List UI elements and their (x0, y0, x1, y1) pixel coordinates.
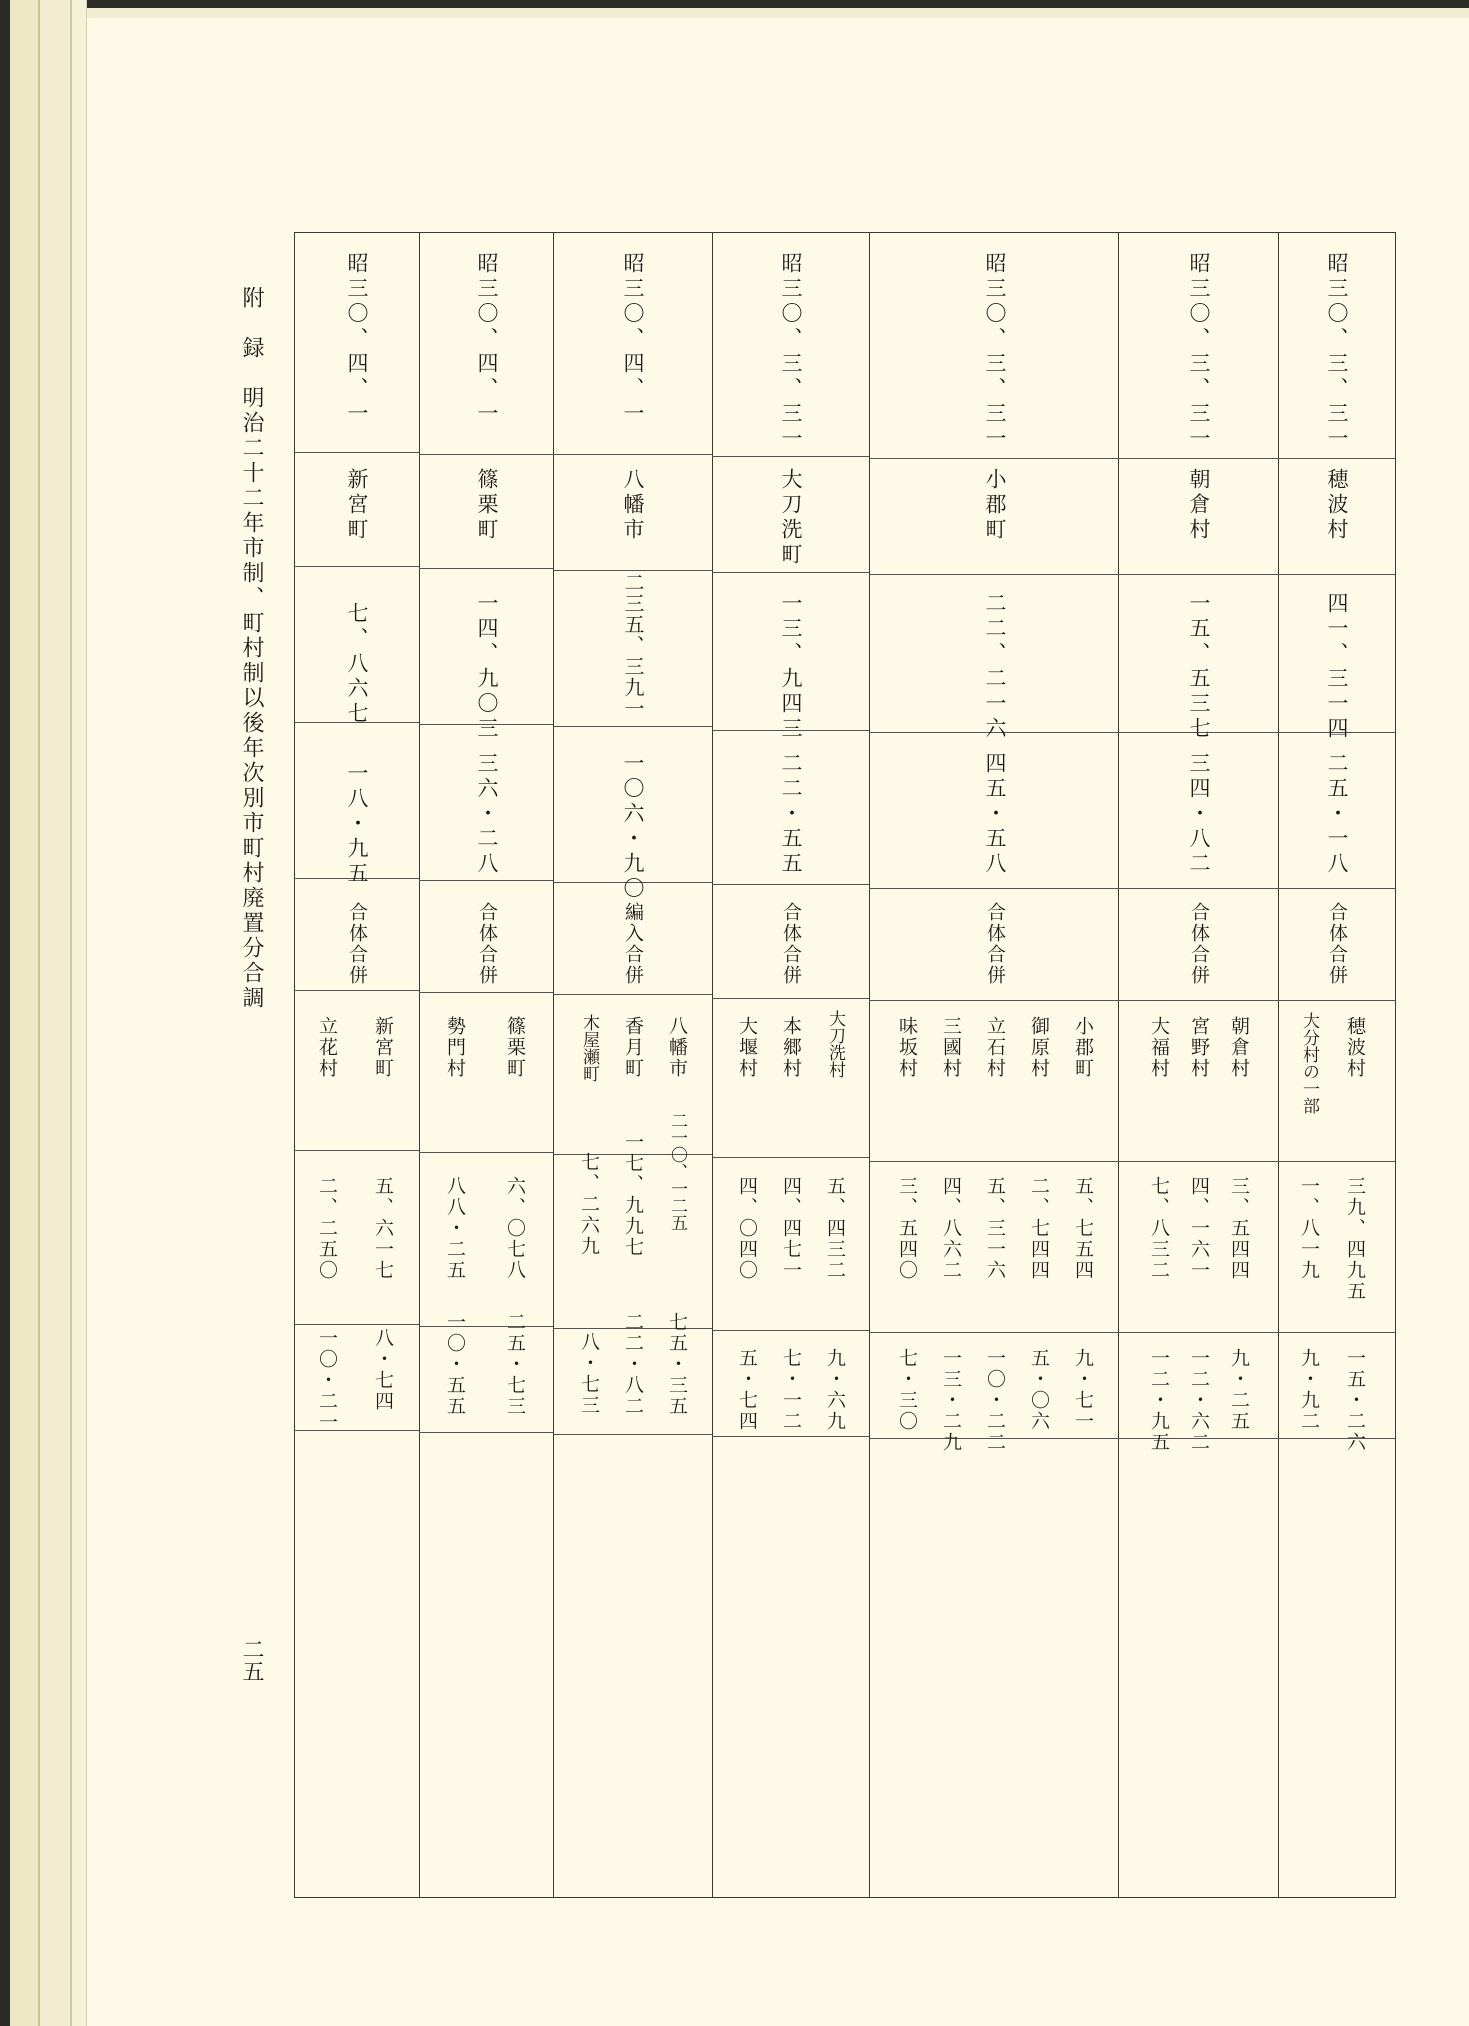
new-municipality-name: 朝倉村 (1187, 468, 1211, 543)
merger-date: 昭三〇、三、三一 (1187, 252, 1211, 452)
member-population: 五、七五四 (1072, 1176, 1094, 1281)
merger-type: 合体合併 (346, 902, 368, 986)
member-name: 篠栗町 (504, 1016, 526, 1079)
column-divider (869, 232, 870, 1897)
page-top-margin (86, 8, 1469, 18)
running-caption: 附 録 明治二十二年市制、町村制以後年次別市町村廃置分合調 (239, 286, 264, 1011)
new-municipality-population: 一四、九〇三 (475, 592, 499, 742)
member-area: 五・七四 (736, 1348, 758, 1432)
member-area: 一二・九五 (1148, 1348, 1170, 1453)
new-municipality-population: 二三五、三九一 (621, 572, 645, 719)
member-name: 小郡町 (1072, 1016, 1094, 1079)
row-rule (1118, 574, 1278, 575)
merger-date: 昭三〇、四、一 (345, 252, 369, 427)
member-population: 四、八六二 (940, 1176, 962, 1281)
row-rule (294, 990, 419, 991)
new-municipality-name: 大刀洗町 (779, 468, 803, 568)
member-name: 木屋瀬町 (579, 1014, 599, 1082)
table-top-rule (294, 232, 1396, 233)
member-area: 七五・三五 (666, 1312, 688, 1417)
row-rule (553, 454, 712, 455)
member-area: 七・一二 (780, 1348, 802, 1432)
member-population: 三、五四〇 (896, 1176, 918, 1281)
row-rule (1278, 1161, 1395, 1162)
member-name: 八幡市 (666, 1016, 688, 1079)
new-municipality-name: 穂波村 (1325, 468, 1349, 543)
member-name: 大刀洗村 (825, 1010, 845, 1078)
row-rule (1118, 458, 1278, 459)
member-population: 五、六一七 (372, 1176, 394, 1281)
row-rule (712, 1436, 869, 1437)
member-area: 五・〇六 (1028, 1348, 1050, 1432)
row-rule (869, 888, 1118, 889)
member-area: 七・三〇 (896, 1348, 918, 1432)
member-area: 八・七四 (372, 1328, 394, 1412)
member-name: 朝倉村 (1228, 1016, 1250, 1079)
merger-type: 合体合併 (780, 902, 802, 986)
row-rule (1278, 574, 1395, 575)
merger-type: 合体合併 (1188, 902, 1210, 986)
row-rule (294, 1324, 419, 1325)
row-rule (1278, 888, 1395, 889)
member-name: 三國村 (940, 1016, 962, 1079)
row-rule (712, 998, 869, 999)
row-rule (1278, 1000, 1395, 1001)
page-number: 二五 (239, 1638, 264, 1682)
new-municipality-area: 一〇六・九〇 (621, 752, 645, 902)
merger-type: 合体合併 (476, 902, 498, 986)
column-divider (419, 232, 420, 1897)
row-rule (869, 1000, 1118, 1001)
member-area: 一五・二六 (1344, 1348, 1366, 1453)
member-area: 九・七一 (1072, 1348, 1094, 1432)
new-municipality-area: 二五・一八 (1325, 752, 1349, 877)
member-area: 九・九二 (1298, 1348, 1320, 1432)
row-rule (1278, 1438, 1395, 1439)
row-rule (419, 454, 553, 455)
member-population: 五、三一六 (984, 1176, 1006, 1281)
row-rule (1118, 1161, 1278, 1162)
member-name: 宮野村 (1188, 1016, 1210, 1079)
row-rule (419, 1326, 553, 1327)
merger-date: 昭三〇、三、三一 (983, 252, 1007, 452)
merger-date: 昭三〇、三、三一 (779, 252, 803, 452)
member-area: 一二・六二 (1188, 1348, 1210, 1453)
member-population: 三、五四四 (1228, 1176, 1250, 1281)
member-area: 二五・七三 (504, 1312, 526, 1417)
merger-date: 昭三〇、四、一 (621, 252, 645, 427)
member-population: 四、〇四〇 (736, 1176, 758, 1281)
row-rule (712, 884, 869, 885)
member-name: 穂波村 (1344, 1016, 1366, 1079)
member-area: 八・七三 (578, 1332, 600, 1416)
column-divider (712, 232, 713, 1897)
row-rule (869, 458, 1118, 459)
new-municipality-name: 八幡市 (621, 468, 645, 543)
book-page-edge (72, 0, 87, 2026)
new-municipality-name: 新宮町 (345, 468, 369, 543)
row-rule (1278, 458, 1395, 459)
member-area: 九・六九 (824, 1348, 846, 1432)
row-rule (294, 566, 419, 567)
member-name: 勢門村 (444, 1016, 466, 1079)
new-municipality-population: 二二、二一六 (983, 592, 1007, 742)
new-municipality-population: 一五、五三七 (1187, 592, 1211, 742)
member-name: 立花村 (316, 1016, 338, 1079)
new-municipality-area: 三六・二八 (475, 752, 499, 877)
new-municipality-name: 篠栗町 (475, 468, 499, 543)
row-rule (869, 1332, 1118, 1333)
new-municipality-area: 二二・五五 (779, 752, 803, 877)
member-population: 二一〇、一二五 (667, 1112, 687, 1231)
member-population: 六、〇七八 (504, 1176, 526, 1281)
row-rule (419, 568, 553, 569)
member-name: 大分村の一部 (1299, 1012, 1319, 1114)
row-rule (712, 1157, 869, 1158)
row-rule (294, 1150, 419, 1151)
scan-left-edge (0, 0, 10, 2026)
merger-date: 昭三〇、三、三一 (1325, 252, 1349, 452)
column-divider (553, 232, 554, 1897)
row-rule (1278, 1332, 1395, 1333)
member-population: 五、四三二 (824, 1176, 846, 1281)
scan-top-edge (0, 0, 1469, 8)
member-population: 二、七四四 (1028, 1176, 1050, 1281)
column-divider (1118, 232, 1119, 1897)
row-rule (294, 452, 419, 453)
new-municipality-area: 一八・九五 (345, 762, 369, 887)
municipal-merger-table (294, 232, 1396, 1897)
row-rule (553, 726, 712, 727)
member-name: 立石村 (984, 1016, 1006, 1079)
new-municipality-area: 三四・八二 (1187, 752, 1211, 877)
member-population: 一七、九九七 (622, 1132, 644, 1258)
member-name: 新宮町 (372, 1016, 394, 1079)
member-population: 三九、四九五 (1344, 1176, 1366, 1302)
member-area: 一〇・五五 (444, 1312, 466, 1417)
member-area: 一三・二九 (940, 1348, 962, 1453)
new-municipality-population: 七、八六七 (345, 602, 369, 727)
member-population: 四、一六一 (1188, 1176, 1210, 1281)
member-population: 七、二六九 (578, 1152, 600, 1257)
row-rule (294, 1430, 419, 1431)
member-population: 七、八三二 (1148, 1176, 1170, 1281)
row-rule (712, 572, 869, 573)
member-area: 一〇・二二 (984, 1348, 1006, 1453)
row-rule (553, 1434, 712, 1435)
member-name: 本郷村 (780, 1016, 802, 1079)
new-municipality-population: 一三、九四三 (779, 592, 803, 742)
member-area: 一〇・二一 (316, 1328, 338, 1433)
member-name: 香月町 (622, 1016, 644, 1079)
row-rule (419, 1432, 553, 1433)
row-rule (869, 1161, 1118, 1162)
column-divider (1395, 232, 1396, 1897)
row-rule (1118, 1000, 1278, 1001)
row-rule (712, 456, 869, 457)
row-rule (419, 1152, 553, 1153)
column-divider (1278, 232, 1279, 1897)
row-rule (869, 574, 1118, 575)
new-municipality-name: 小郡町 (983, 468, 1007, 543)
table-bottom-rule (294, 1897, 1396, 1898)
member-population: 四、四七一 (780, 1176, 802, 1281)
member-name: 御原村 (1028, 1016, 1050, 1079)
row-rule (419, 992, 553, 993)
merger-date: 昭三〇、四、一 (475, 252, 499, 427)
member-name: 大福村 (1148, 1016, 1170, 1079)
row-rule (1118, 888, 1278, 889)
column-divider (294, 232, 295, 1897)
row-rule (1118, 1332, 1278, 1333)
member-name: 大堰村 (736, 1016, 758, 1079)
merger-type: 合体合併 (984, 902, 1006, 986)
member-name: 味坂村 (896, 1016, 918, 1079)
row-rule (553, 994, 712, 995)
row-rule (419, 880, 553, 881)
book-page-edge (40, 0, 72, 2026)
member-population: 八八・二五 (444, 1176, 466, 1281)
member-area: 九・二五 (1228, 1348, 1250, 1432)
member-population: 二、二五〇 (316, 1176, 338, 1281)
member-population: 一、八一九 (1298, 1176, 1320, 1281)
new-municipality-area: 四五・五八 (983, 752, 1007, 877)
book-page-edge (10, 0, 40, 2026)
member-area: 二二・八二 (622, 1312, 644, 1417)
new-municipality-population: 四一、三一四 (1325, 592, 1349, 742)
row-rule (553, 570, 712, 571)
row-rule (712, 1330, 869, 1331)
merger-type: 合体合併 (1326, 902, 1348, 986)
merger-type: 編入合併 (622, 902, 644, 986)
